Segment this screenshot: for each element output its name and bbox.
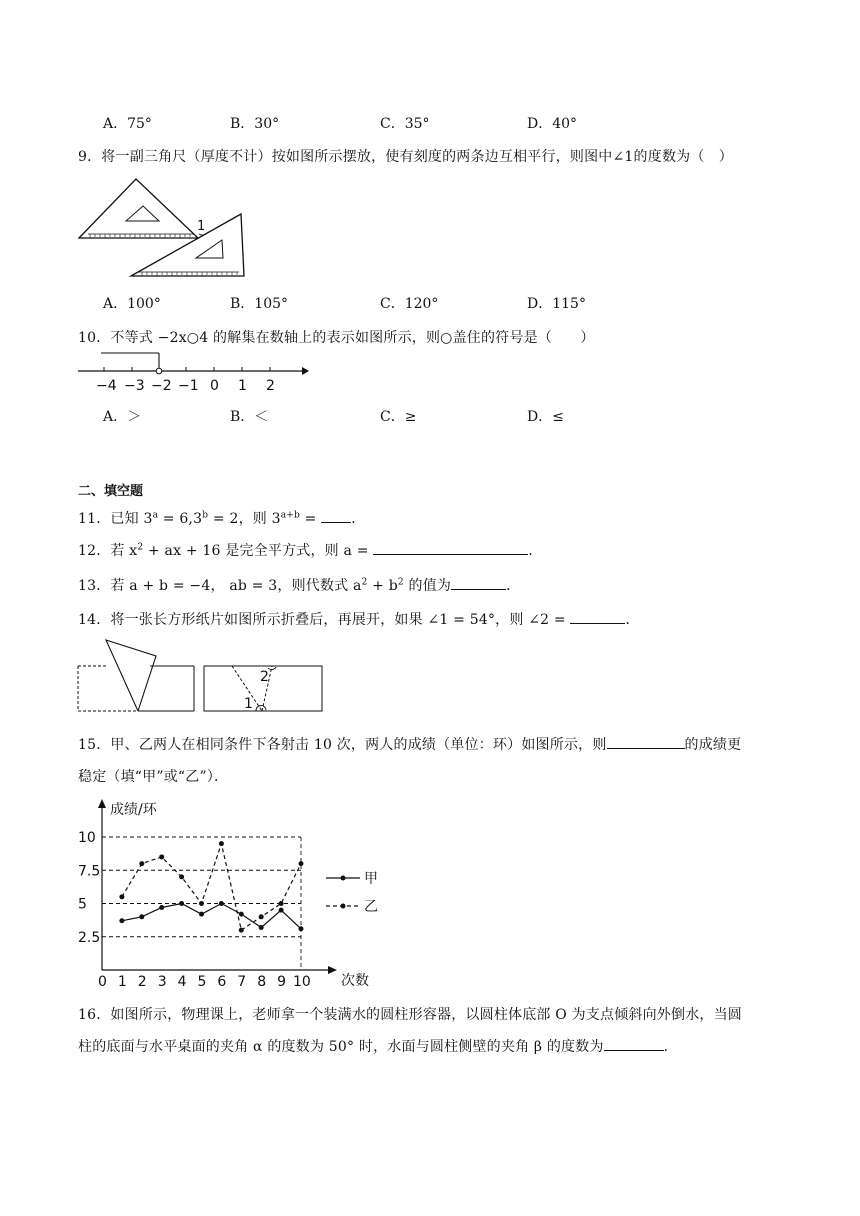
angle-2-label: 2 bbox=[260, 669, 269, 685]
q8-option-b: B．30° bbox=[230, 116, 280, 132]
data-point-yi bbox=[219, 841, 224, 846]
axis-arrow-icon bbox=[302, 367, 309, 375]
q12-question: 12．若 $x^2$ + ax + 16 是完全平方式，则 a = ． bbox=[78, 542, 543, 559]
data-point-jia bbox=[279, 908, 284, 913]
answer-blank[interactable] bbox=[373, 542, 528, 555]
x-tick-label: 0 bbox=[98, 974, 107, 988]
data-point-yi bbox=[179, 874, 184, 879]
q8-option-a: A．75° bbox=[103, 116, 152, 132]
data-point-jia bbox=[259, 925, 264, 930]
data-point-yi bbox=[159, 854, 164, 859]
q11-question: 11．已知 $3^a = 6,3^b = 2$，则 $3^{a+b}$ = ． bbox=[78, 510, 366, 527]
y-tick-label: 10 bbox=[78, 830, 96, 846]
q9-set-squares-figure bbox=[76, 176, 251, 278]
tick-label: −4 bbox=[96, 378, 117, 394]
q9-option-d: D．115° bbox=[527, 296, 586, 312]
y-tick-label: 5 bbox=[78, 896, 87, 913]
tick-label: 0 bbox=[210, 378, 219, 394]
q10-number-line bbox=[76, 348, 316, 394]
q10-option-b: B．＜ bbox=[230, 409, 269, 425]
y-axis-label: 成绩/环 bbox=[110, 802, 157, 818]
x-tick-label: 6 bbox=[217, 974, 227, 988]
q10-question-text: 10．不等式 −2x○4 的解集在数轴上的表示如图所示，则○盖住的符号是（ ） bbox=[78, 330, 595, 346]
section-title: 二、填空题 bbox=[78, 484, 144, 499]
open-point bbox=[156, 368, 162, 374]
tick-label: −2 bbox=[151, 378, 172, 394]
x-tick-label: 4 bbox=[177, 974, 187, 988]
q10-option-d: D．≤ bbox=[527, 409, 564, 425]
q9-option-a: A．100° bbox=[103, 296, 161, 312]
data-point-yi bbox=[259, 914, 264, 919]
y-tick-label: 7.5 bbox=[78, 863, 101, 880]
tick-label: 2 bbox=[266, 378, 275, 394]
answer-blank[interactable] bbox=[604, 1038, 664, 1051]
data-point-yi bbox=[119, 894, 124, 899]
x-tick-label: 2 bbox=[137, 974, 147, 988]
lower-set-square bbox=[131, 214, 244, 276]
data-point-yi bbox=[199, 901, 204, 906]
x-tick-label: 5 bbox=[197, 974, 207, 988]
angle-1-label: 1 bbox=[197, 219, 206, 234]
q9-option-c: C．120° bbox=[380, 296, 439, 312]
data-point-jia bbox=[219, 901, 224, 906]
q8-option-d: D．40° bbox=[527, 116, 578, 132]
tick-label: 1 bbox=[238, 378, 247, 394]
q15-question-line1: 15．甲、乙两人在相同条件下各射击 10 次，两人的成绩（单位：环）如图所示，则 的成绩更 bbox=[78, 737, 742, 753]
x-tick-label: 3 bbox=[157, 974, 167, 988]
q14-folding-figure bbox=[76, 636, 326, 716]
q16-question-line2: 柱的底面与水平桌面的夹角 α 的度数为 50° 时，水面与圆柱侧壁的夹角 β 的度数为 ． bbox=[78, 1039, 678, 1055]
angle-1-label: 1 bbox=[244, 696, 253, 712]
answer-blank[interactable] bbox=[451, 577, 506, 590]
data-point-jia bbox=[139, 914, 144, 919]
q15-line-chart bbox=[76, 796, 396, 988]
data-point-yi bbox=[139, 861, 144, 866]
data-point-jia bbox=[159, 905, 164, 910]
q15-question-line2: 稳定（填“甲”或“乙”）． bbox=[78, 769, 229, 785]
data-point-jia bbox=[239, 912, 244, 917]
data-point-yi bbox=[239, 928, 244, 933]
answer-blank[interactable] bbox=[321, 510, 351, 523]
q14-question: 14．将一张长方形纸片如图所示折叠后，再展开，如果 ∠1 = 54°，则 ∠2 = ． bbox=[78, 612, 640, 628]
x-tick-label: 1 bbox=[117, 974, 127, 988]
data-point-yi bbox=[279, 901, 284, 906]
q10-option-a: A．＞ bbox=[103, 409, 142, 425]
x-tick-label: 7 bbox=[237, 974, 247, 988]
data-point-jia bbox=[119, 918, 124, 923]
q16-question-line1: 16．如图所示，物理课上，老师拿一个装满水的圆柱形容器，以圆柱体底部 O 为支点倾斜向外倒水，当圆 bbox=[78, 1007, 742, 1023]
legend-marker-jia bbox=[341, 876, 346, 881]
y-tick-label: 2.5 bbox=[78, 929, 101, 946]
folded-flap bbox=[106, 640, 156, 711]
x-axis-arrow-icon bbox=[328, 966, 337, 974]
q9-question-text: 9．将一副三角尺（厚度不计）按如图所示摆放，使有刻度的两条边互相平行，则图中∠1的度数为（ ） bbox=[78, 149, 733, 165]
data-point-yi bbox=[299, 861, 304, 866]
legend-marker-yi bbox=[341, 904, 346, 909]
data-point-jia bbox=[299, 926, 304, 931]
x-tick-label: 9 bbox=[277, 974, 287, 988]
answer-blank[interactable] bbox=[607, 736, 685, 749]
data-point-jia bbox=[199, 912, 204, 917]
legend-label-jia: 甲 bbox=[364, 871, 378, 887]
x-axis-label: 次数 bbox=[341, 973, 369, 988]
lower-set-square-hole bbox=[196, 240, 223, 258]
answer-blank[interactable] bbox=[570, 611, 625, 624]
x-tick-label: 8 bbox=[257, 974, 267, 988]
upper-set-square bbox=[79, 179, 198, 238]
tick-label: −1 bbox=[178, 378, 199, 394]
series-line-jia bbox=[122, 904, 301, 929]
tick-label: −3 bbox=[124, 378, 145, 394]
y-axis-arrow-icon bbox=[98, 799, 106, 808]
q10-option-c: C．≥ bbox=[380, 409, 417, 425]
q8-option-c: C．35° bbox=[380, 116, 430, 132]
q9-option-b: B．105° bbox=[230, 296, 289, 312]
data-point-jia bbox=[179, 901, 184, 906]
upper-set-square-hole bbox=[126, 206, 159, 221]
q13-question: 13．若 a + b = −4， ab = 3，则代数式 $a^2 + b^2$ 的值为 ． bbox=[78, 577, 521, 594]
x-tick-label: 10 bbox=[293, 974, 311, 988]
legend-label-yi: 乙 bbox=[364, 899, 378, 915]
series-line-yi bbox=[122, 844, 301, 930]
